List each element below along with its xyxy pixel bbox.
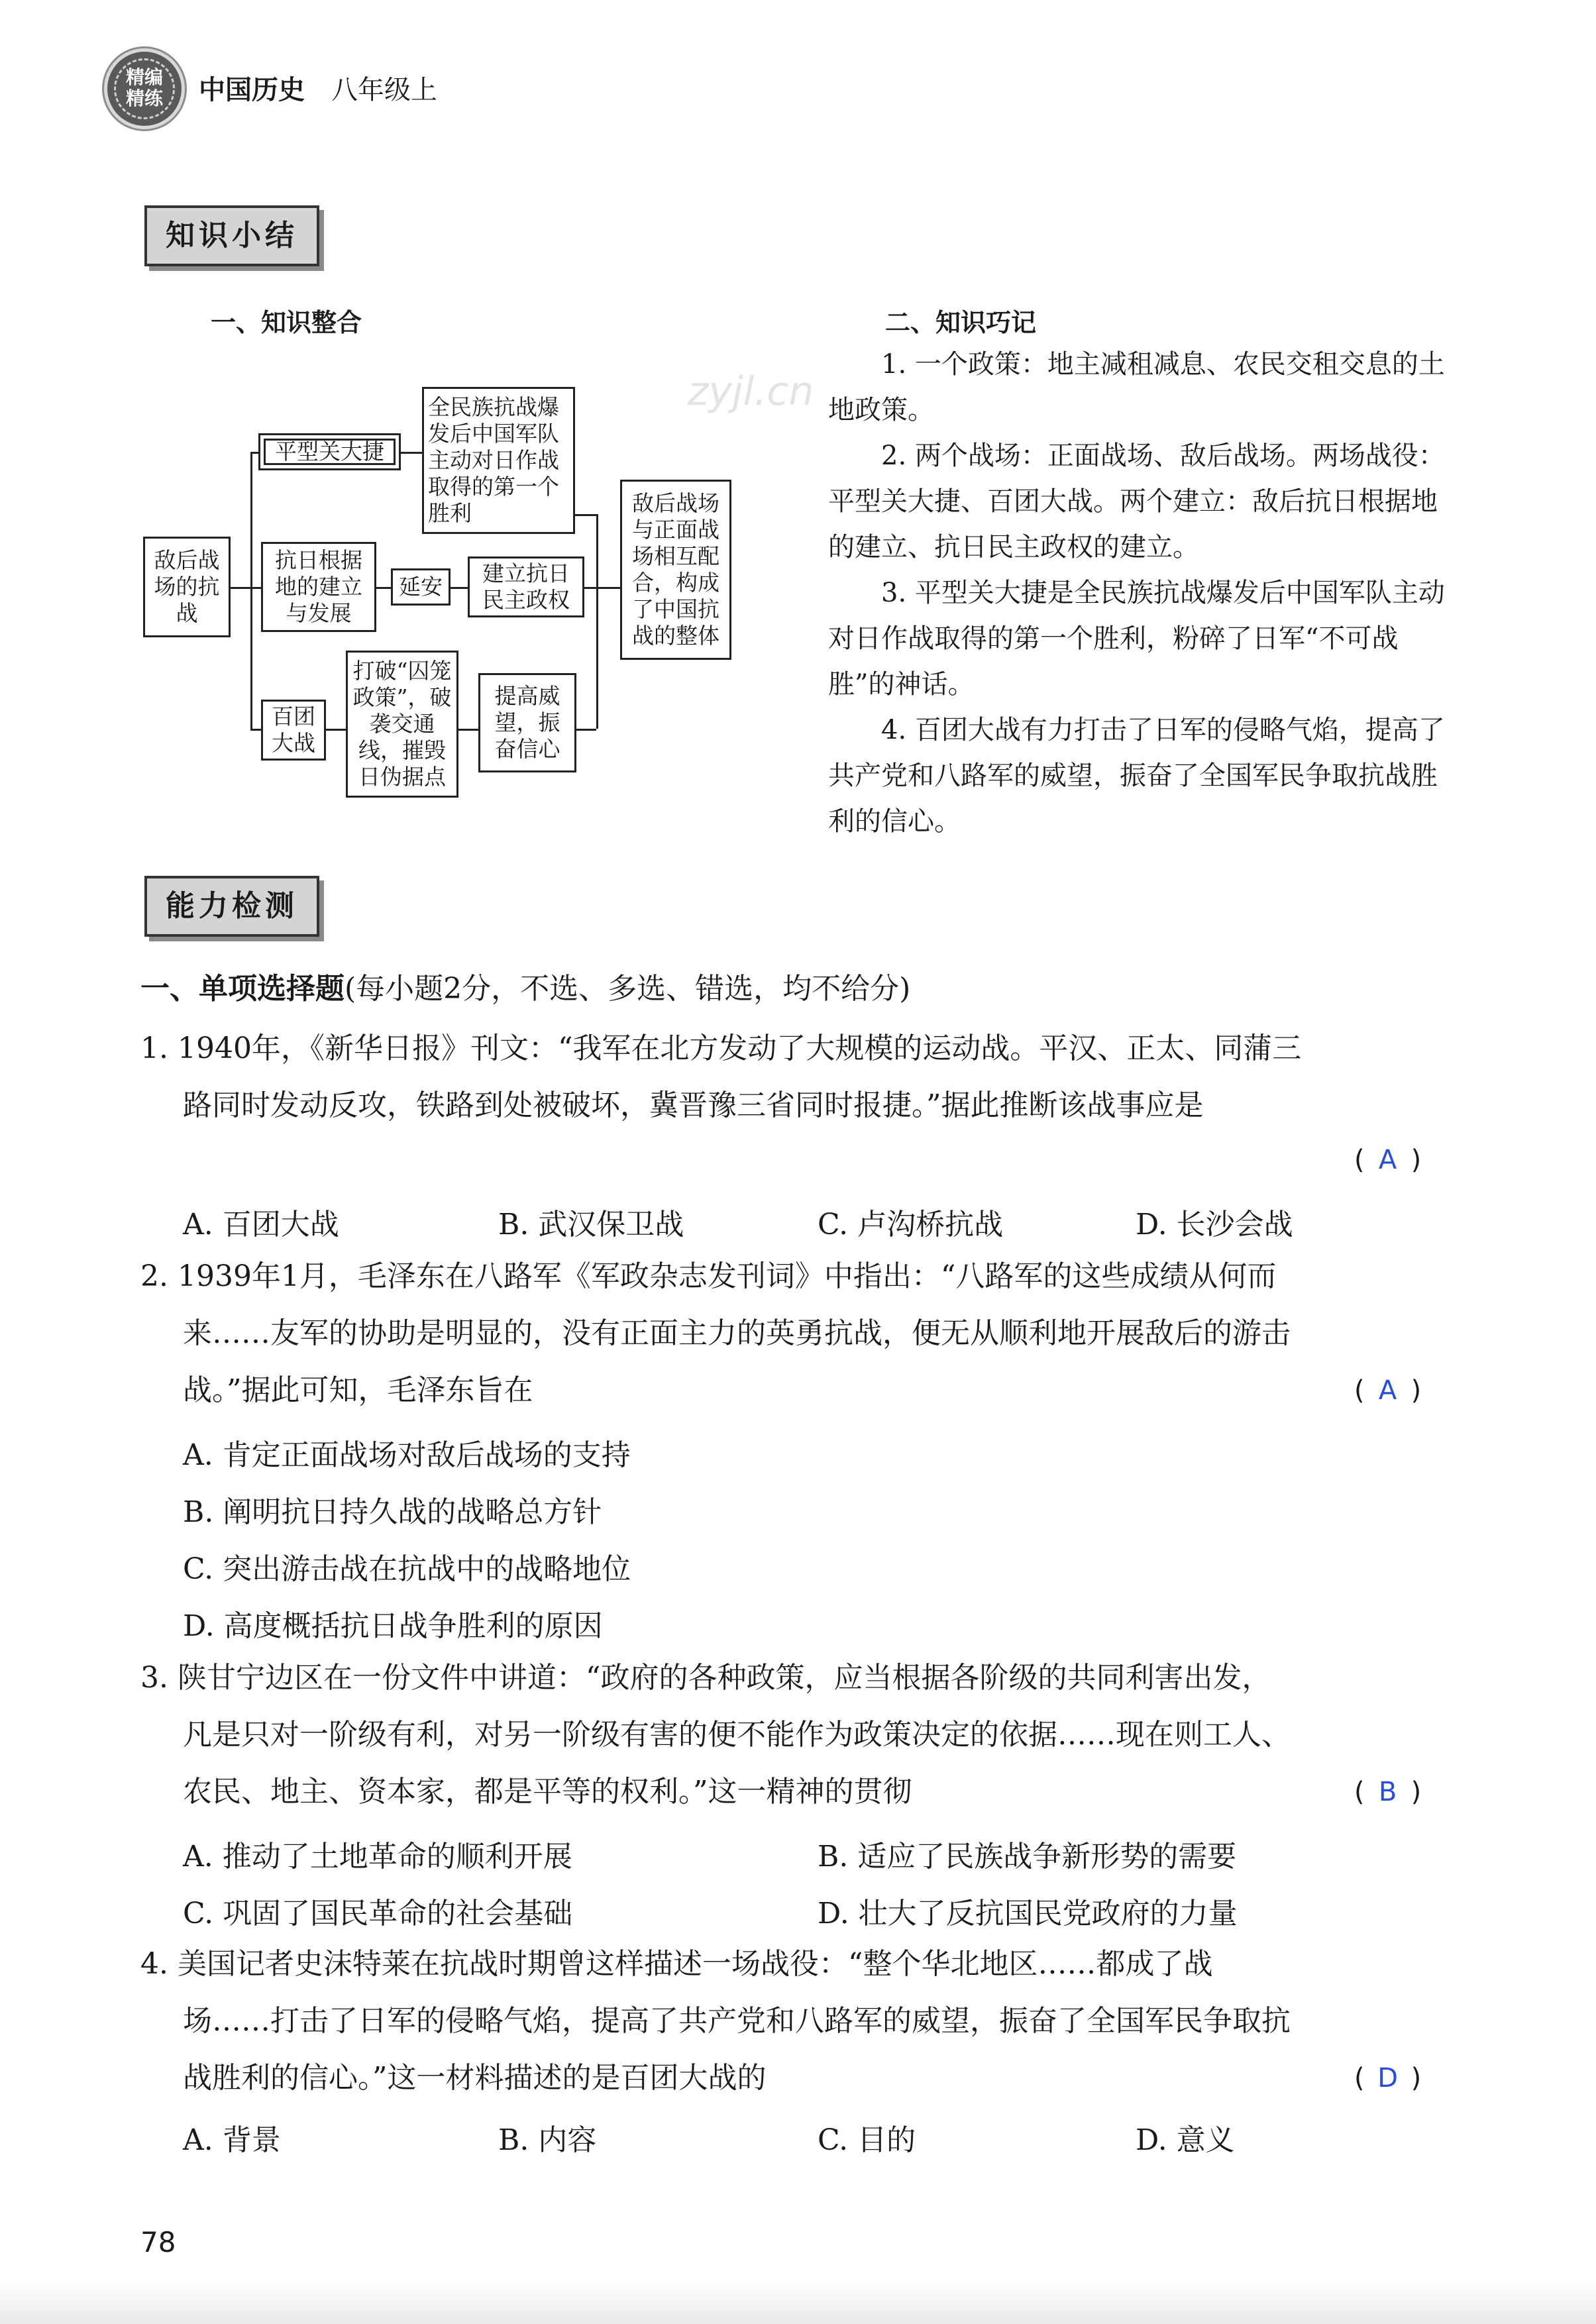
- option-a: A. 推动了土地革命的顺利开展: [183, 1840, 572, 1874]
- option-a: A. 百团大战: [183, 1208, 339, 1241]
- memory-item: 4. 百团大战有力打击了日军的侵略气焰，提高了共产党和八路军的威望，振奋了全国军民争取抗战胜利的信心。: [828, 715, 1445, 837]
- option-b: B. 阐明抗日持久战的战略总方针: [183, 1495, 602, 1529]
- diagram-baituan-box: 百团大战: [261, 700, 326, 761]
- page-number: 78: [140, 2226, 176, 2258]
- bottom-band: [0, 2279, 1596, 2324]
- question-line: 4. 美国记者史沫特莱在抗战时期曾这样描述一场战役：“整个华北地区……都成了战: [140, 1947, 1213, 1981]
- question-line: 农民、地主、资本家，都是平等的权利。”这一精神的贯彻: [183, 1775, 912, 1809]
- test-banner: 能力检测: [144, 876, 319, 937]
- answer-4: ( D ): [1354, 2063, 1422, 2093]
- logo-text-2: 精练: [125, 87, 163, 109]
- diagram-morale-box: 提高威望，振奋信心: [478, 673, 576, 772]
- diagram-regime-box: 建立抗日民主政权: [468, 556, 584, 617]
- option-a: A. 肯定正面战场对敌后战场的支持: [183, 1438, 631, 1472]
- question-line: 场……打击了日军的侵略气焰，提高了共产党和八路军的威望，振奋了全国军民争取抗: [183, 2004, 1291, 2038]
- question-line: 2. 1939年1月，毛泽东在八路军《军政杂志发刊词》中指出：“八路军的这些成绩从何而: [140, 1259, 1277, 1293]
- integration-heading: 一、知识整合: [211, 308, 362, 337]
- option-d: D. 意义: [1136, 2123, 1235, 2157]
- answer-letter: A: [1378, 1145, 1397, 1175]
- answer-letter: B: [1378, 1777, 1397, 1807]
- answer-3: ( B ): [1354, 1777, 1422, 1807]
- option-b: B. 适应了民族战争新形势的需要: [818, 1840, 1237, 1874]
- question-1: [140, 1020, 1465, 1134]
- question-line: 来……友军的协助是明显的，没有正面主力的英勇抗战，便无从顺利地开展敌后的游击: [183, 1316, 1291, 1350]
- question-4: [140, 1936, 1465, 2107]
- section-heading: 一、单项选择题: [140, 972, 345, 1006]
- diagram-pingxing-note: 全民族抗战爆发后中国军队主动对日作战取得的第一个胜利: [422, 387, 575, 534]
- diagram-yanan-box: 延安: [391, 568, 451, 606]
- memory-item: 3. 平型关大捷是全民族抗战爆发后中国军队主动对日作战取得的第一个胜利，粉碎了日军“不可战胜”的神话。: [828, 578, 1445, 700]
- question-line: 1. 1940年，《新华日报》刊文：“我军在北方发动了大规模的运动战。平汉、正太、同蒲三: [140, 1031, 1302, 1065]
- memory-heading: 二、知识巧记: [885, 308, 1037, 337]
- diagram-base-box: 抗日根据地的建立与发展: [261, 542, 376, 632]
- diagram-conclusion-box: 敌后战场与正面战场相互配合，构成了中国抗战的整体: [620, 480, 731, 660]
- logo-text-1: 精编: [125, 66, 163, 88]
- question-line: 战胜利的信心。”这一材料描述的是百团大战的: [183, 2061, 767, 2095]
- memory-item: 2. 两个战场：正面战场、敌后战场。两场战役：平型关大捷、百团大战。两个建立：敌后抗日根据地的建立、抗日民主政权的建立。: [828, 441, 1445, 562]
- answer-1: ( A ): [1354, 1145, 1422, 1175]
- question-line: 路同时发动反攻，铁路到处被破坏，冀晋豫三省同时报捷。”据此推断该战事应是: [183, 1088, 1204, 1122]
- answer-letter: D: [1377, 2063, 1399, 2093]
- watermark: zyjl.cn: [688, 368, 814, 415]
- option-b: B. 内容: [498, 2123, 597, 2157]
- answer-letter: A: [1378, 1375, 1397, 1406]
- diagram-pingxing-box: 平型关大捷: [258, 433, 401, 470]
- diagram-baituan-note: 打破“囚笼政策”，破袭交通线，摧毁日伪据点: [346, 651, 458, 798]
- question-line: 3. 陕甘宁边区在一份文件中讲道：“政府的各种政策，应当根据各阶级的共同利害出发，: [140, 1661, 1271, 1695]
- section-note: (每小题2分，不选、多选、错选，均不给分): [345, 972, 911, 1006]
- option-c: C. 卢沟桥抗战: [818, 1208, 1004, 1241]
- option-b: B. 武汉保卫战: [498, 1208, 684, 1241]
- option-d: D. 壮大了反抗国民党政府的力量: [818, 1897, 1238, 1930]
- series-logo: [107, 52, 182, 126]
- memory-item: 1. 一个政策：地主减租减息、农民交租交息的土地政策。: [828, 349, 1445, 425]
- option-c: C. 突出游击战在抗战中的战略地位: [183, 1552, 631, 1586]
- header-subject: 中国历史: [199, 75, 305, 105]
- option-c: C. 巩固了国民革命的社会基础: [183, 1897, 573, 1930]
- option-d: D. 长沙会战: [1136, 1208, 1293, 1241]
- option-a: A. 背景: [183, 2123, 281, 2157]
- option-c: C. 目的: [818, 2123, 916, 2157]
- answer-2: ( A ): [1354, 1375, 1422, 1406]
- option-d: D. 高度概括抗日战争胜利的原因: [183, 1609, 603, 1643]
- question-2: [140, 1248, 1465, 1419]
- question-line: 战。”据此可知，毛泽东旨在: [183, 1373, 533, 1407]
- summary-banner: 知识小结: [144, 205, 319, 266]
- memory-text: [828, 342, 1458, 845]
- section-heading-line: [140, 965, 910, 1007]
- header-grade: 八年级上: [331, 75, 437, 105]
- question-3: [140, 1650, 1465, 1821]
- diagram-root-box: 敌后战场的抗战: [143, 537, 231, 637]
- question-line: 凡是只对一阶级有利，对另一阶级有害的便不能作为政策决定的依据……现在则工人、: [183, 1718, 1291, 1752]
